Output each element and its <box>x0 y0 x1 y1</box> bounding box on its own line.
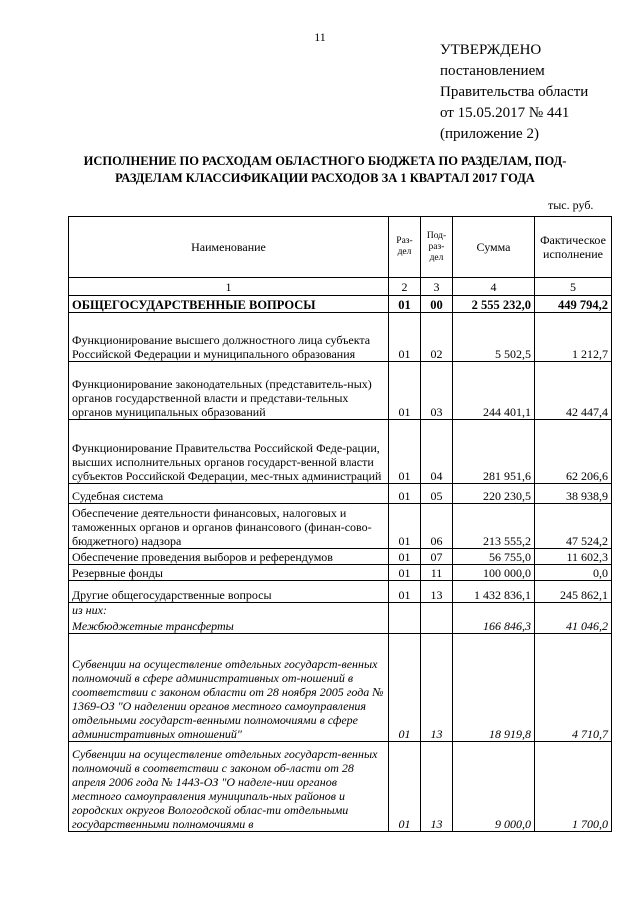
row-fakt: 38 938,9 <box>535 484 612 504</box>
row-razdel: 01 <box>389 742 421 832</box>
table-row <box>69 634 612 742</box>
row-podrazdel: 00 <box>421 296 453 313</box>
row-name: Функционирование законодательных (представитель-ных) органов государственной власти и представи-тельных органов муниципальных образований <box>69 362 389 420</box>
table-row <box>69 296 612 313</box>
row-podrazdel <box>421 618 453 634</box>
row-razdel <box>389 603 421 618</box>
title-line-2: РАЗДЕЛАМ КЛАССИФИКАЦИИ РАСХОДОВ ЗА 1 КВАРТАЛ 2017 ГОДА <box>115 171 535 185</box>
row-podrazdel: 07 <box>421 549 453 565</box>
row-name: Обеспечение деятельности финансовых, налоговых и таможенных органов и органов финансового (финан-сово-бюджетного) надзора <box>69 504 389 549</box>
header-fakt: Фактическое исполнение <box>535 217 612 278</box>
row-fakt: 62 206,6 <box>535 420 612 484</box>
table-row <box>69 362 612 420</box>
approval-line: от 15.05.2017 № 441 <box>440 105 570 121</box>
row-summa: 244 401,1 <box>453 362 535 420</box>
row-podrazdel: 03 <box>421 362 453 420</box>
header-summa: Сумма <box>453 217 535 278</box>
approval-line: постановлением <box>440 63 545 79</box>
row-name: ОБЩЕГОСУДАРСТВЕННЫЕ ВОПРОСЫ <box>69 296 389 313</box>
row-name: Другие общегосударственные вопросы <box>69 581 389 603</box>
row-summa: 281 951,6 <box>453 420 535 484</box>
table-row <box>69 565 612 581</box>
document-title <box>60 153 590 187</box>
column-number: 5 <box>535 278 612 296</box>
row-name: Резервные фонды <box>69 565 389 581</box>
row-summa: 9 000,0 <box>453 742 535 832</box>
row-summa: 18 919,8 <box>453 634 535 742</box>
header-name: Наименование <box>69 217 389 278</box>
column-number: 1 <box>69 278 389 296</box>
row-podrazdel: 13 <box>421 634 453 742</box>
row-name: Функционирование высшего должностного лица субъекта Российской Федерации и муниципального образования <box>69 313 389 362</box>
table-row <box>69 420 612 484</box>
row-summa: 213 555,2 <box>453 504 535 549</box>
row-razdel: 01 <box>389 296 421 313</box>
table-row <box>69 581 612 603</box>
column-number-row <box>69 278 612 296</box>
row-podrazdel: 02 <box>421 313 453 362</box>
header-row <box>69 217 612 278</box>
header-podrazdel: Под-раз-дел <box>421 217 453 278</box>
row-name: Функционирование Правительства Российской Феде-рации, высших исполнительных органов государст-венной власти субъектов Российской Федерации, мес-тных администраций <box>69 420 389 484</box>
row-podrazdel: 13 <box>421 742 453 832</box>
row-fakt: 1 212,7 <box>535 313 612 362</box>
row-summa: 220 230,5 <box>453 484 535 504</box>
row-summa: 100 000,0 <box>453 565 535 581</box>
page-number: 11 <box>314 30 326 44</box>
row-razdel: 01 <box>389 634 421 742</box>
row-summa: 166 846,3 <box>453 618 535 634</box>
row-fakt: 1 700,0 <box>535 742 612 832</box>
row-fakt: 47 524,2 <box>535 504 612 549</box>
row-name: Судебная система <box>69 484 389 504</box>
row-name: Обеспечение проведения выборов и референдумов <box>69 549 389 565</box>
row-razdel <box>389 618 421 634</box>
row-podrazdel: 13 <box>421 581 453 603</box>
row-razdel: 01 <box>389 504 421 549</box>
row-razdel: 01 <box>389 313 421 362</box>
table-row <box>69 603 612 618</box>
approval-block <box>440 40 588 145</box>
row-name: Субвенции на осуществление отдельных государст-венных полномочий в соответствии с законом об-ласти от 28 апреля 2006 года № 1443-ОЗ "О наделе-нии органов местного самоуправления муниципаль-ных районов и городских округов Вологодской облас-ти отдельными государственными полномочиями в <box>69 742 389 832</box>
row-fakt <box>535 603 612 618</box>
expenditure-table <box>68 216 612 832</box>
table-row <box>69 504 612 549</box>
row-razdel: 01 <box>389 420 421 484</box>
row-fakt: 0,0 <box>535 565 612 581</box>
table-row <box>69 484 612 504</box>
row-podrazdel: 05 <box>421 484 453 504</box>
table-row <box>69 618 612 634</box>
row-fakt: 41 046,2 <box>535 618 612 634</box>
column-number: 4 <box>453 278 535 296</box>
row-summa: 2 555 232,0 <box>453 296 535 313</box>
row-podrazdel: 04 <box>421 420 453 484</box>
table-row <box>69 549 612 565</box>
column-number: 3 <box>421 278 453 296</box>
approval-line: Правительства области <box>440 84 589 100</box>
row-razdel: 01 <box>389 581 421 603</box>
row-fakt: 245 862,1 <box>535 581 612 603</box>
row-razdel: 01 <box>389 549 421 565</box>
units-label: тыс. руб. <box>548 198 594 212</box>
row-podrazdel <box>421 603 453 618</box>
row-fakt: 42 447,4 <box>535 362 612 420</box>
row-razdel: 01 <box>389 565 421 581</box>
approval-line: УТВЕРЖДЕНО <box>440 42 542 58</box>
row-podrazdel: 11 <box>421 565 453 581</box>
row-name: из них: <box>69 603 389 618</box>
row-summa: 56 755,0 <box>453 549 535 565</box>
table-row <box>69 313 612 362</box>
header-razdel: Раз-дел <box>389 217 421 278</box>
approval-line: (приложение 2) <box>440 126 539 142</box>
column-number: 2 <box>389 278 421 296</box>
row-fakt: 4 710,7 <box>535 634 612 742</box>
row-razdel: 01 <box>389 362 421 420</box>
row-fakt: 11 602,3 <box>535 549 612 565</box>
table-row <box>69 742 612 832</box>
row-summa <box>453 603 535 618</box>
row-razdel: 01 <box>389 484 421 504</box>
row-podrazdel: 06 <box>421 504 453 549</box>
row-summa: 1 432 836,1 <box>453 581 535 603</box>
row-name: Межбюджетные трансферты <box>69 618 389 634</box>
row-name: Субвенции на осуществление отдельных государст-венных полномочий в сфере административных от-ношений в соответствии с законом области от 28 ноября 2005 года № 1369-ОЗ "О наделении органов местного самоуправления отдельными государст-венными полномочиями в сфере административных отношений" <box>69 634 389 742</box>
row-summa: 5 502,5 <box>453 313 535 362</box>
title-line-1: ИСПОЛНЕНИЕ ПО РАСХОДАМ ОБЛАСТНОГО БЮДЖЕТА ПО РАЗДЕЛАМ, ПОД- <box>83 154 567 168</box>
row-fakt: 449 794,2 <box>535 296 612 313</box>
